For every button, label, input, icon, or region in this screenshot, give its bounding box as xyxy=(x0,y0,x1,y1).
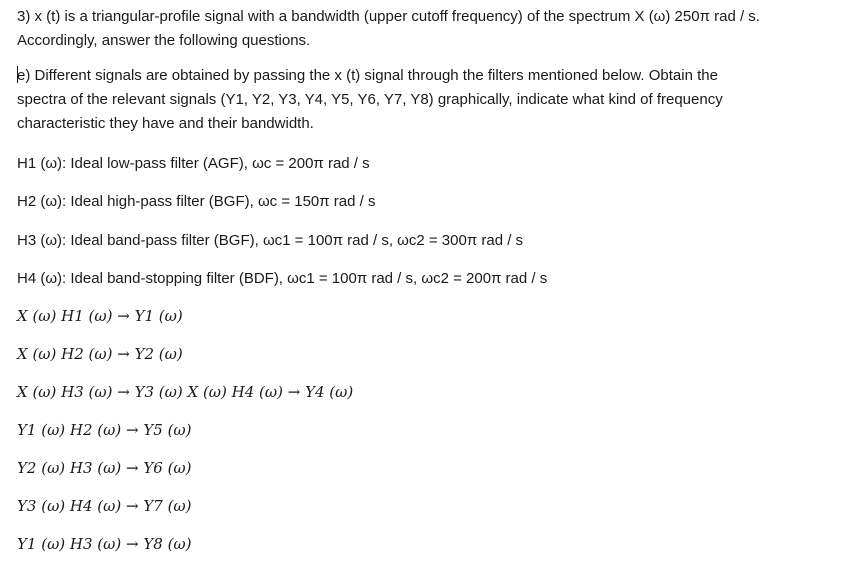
equation-y3-y4: X (ω) H3 (ω) → Y3 (ω) X (ω) H4 (ω) → Y4 (ω) xyxy=(17,383,354,401)
equation-y7: Y3 (ω) H4 (ω) → Y7 (ω) xyxy=(17,497,192,515)
question-line-1 xyxy=(17,64,723,88)
filter-h2: H2 (ω): Ideal high-pass filter (BGF), ωc = 150π rad / s xyxy=(17,193,376,210)
equation-y1: X (ω) H1 (ω) → Y1 (ω) xyxy=(17,307,183,325)
filter-h1: H1 (ω): Ideal low-pass filter (AGF), ωc = 200π rad / s xyxy=(17,155,370,172)
question-line-3: characteristic they have and their bandwidth. xyxy=(17,115,314,132)
equation-y8: Y1 (ω) H3 (ω) → Y8 (ω) xyxy=(17,535,192,553)
equation-y2: X (ω) H2 (ω) → Y2 (ω) xyxy=(17,345,183,363)
equation-y6: Y2 (ω) H3 (ω) → Y6 (ω) xyxy=(17,459,192,477)
filter-h3: H3 (ω): Ideal band-pass filter (BGF), ωc1 = 100π rad / s, ωc2 = 300π rad / s xyxy=(17,232,524,249)
intro-line-1: 3) x (t) is a triangular-profile signal with a bandwidth (upper cutoff frequency) of the spectrum X (ω) 250π rad / s. xyxy=(17,8,760,25)
question-e xyxy=(17,64,723,136)
problem-intro xyxy=(17,5,760,53)
intro-line-2: Accordingly, answer the following questions. xyxy=(17,32,311,49)
question-line-2: spectra of the relevant signals (Y1, Y2, Y3, Y4, Y5, Y6, Y7, Y8) graphically, indicate what kind of frequency xyxy=(17,91,723,108)
filter-h4: H4 (ω): Ideal band-stopping filter (BDF), ωc1 = 100π rad / s, ωc2 = 200π rad / s xyxy=(17,270,548,287)
equation-y5: Y1 (ω) H2 (ω) → Y5 (ω) xyxy=(17,421,192,439)
question-line-1-text: e) Different signals are obtained by passing the x (t) signal through the filters mentioned below. Obtain the xyxy=(17,67,718,84)
